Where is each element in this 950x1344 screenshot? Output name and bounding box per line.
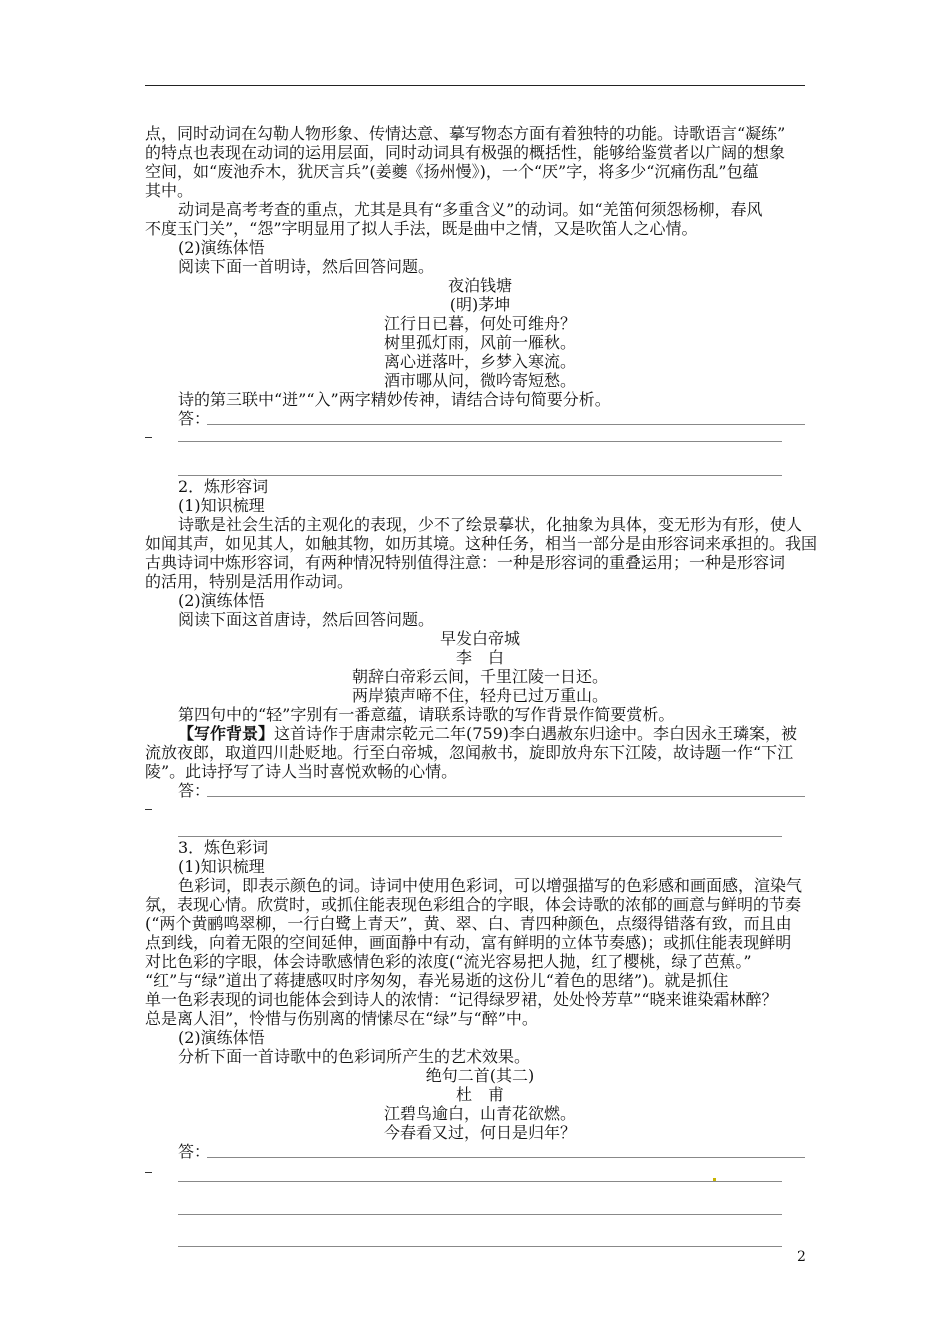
poem-author: (明)茅坤	[449, 295, 511, 314]
answer-line[interactable]	[178, 1246, 782, 1247]
background-paragraph	[178, 724, 848, 743]
question-text: 诗的第三联中“迸”“入”两字精妙传神，请结合诗句简要分析。	[178, 390, 611, 409]
body-text: 点到线，向着无限的空间延伸，画面静中有动，富有鲜明的立体节奏感)；或抓住能表现鲜明	[145, 933, 792, 952]
answer-line-end	[145, 437, 152, 438]
section-heading: 2．炼形容词	[178, 477, 269, 496]
body-text: 不度玉门关”，“怨”字明显用了拟人手法，既是曲中之情，又是吹笛人之心情。	[145, 219, 698, 238]
poem-line: 江行日已暮，何处可维舟？	[383, 314, 576, 333]
answer-label: 答：	[178, 409, 211, 428]
body-text: “红”与“绿”道出了蒋捷感叹时序匆匆，春光易逝的这份儿“着色的思绪”)。就是抓住	[145, 971, 729, 990]
answer-line[interactable]	[207, 1157, 805, 1158]
body-text: 古典诗词中炼形容词，有两种情况特别值得注意：一种是形容词的重叠运用；一种是形容词	[145, 553, 786, 572]
body-text: 的活用，特别是活用作动词。	[145, 572, 354, 591]
stray-mark	[713, 1178, 716, 1181]
answer-line[interactable]	[207, 796, 805, 797]
background-label: 【写作背景】	[178, 724, 275, 743]
poem-author: 李 白	[455, 648, 504, 667]
answer-line[interactable]	[178, 1181, 782, 1182]
body-text: 诗歌是社会生活的主观化的表现，少不了绘景摹状，化抽象为具体，变无形为有形，使人	[178, 515, 803, 534]
subheading: (1)知识梳理	[178, 857, 265, 876]
subheading: (2)演练体悟	[178, 1028, 265, 1047]
body-text: 的特点也表现在动词的运用层面，同时动词具有极强的概括性，能够给鉴赏者以广阔的想象	[145, 143, 786, 162]
body-text: 总是离人泪”，怜惜与伤别离的情愫尽在“绿”与“醉”中。	[145, 1009, 538, 1028]
subheading: (1)知识梳理	[178, 496, 265, 515]
body-text: 流放夜郎，取道四川赴贬地。行至白帝城，忽闻赦书，旋即放舟东下江陵，故诗题一作“下江	[145, 743, 794, 762]
answer-line[interactable]	[178, 475, 782, 476]
poem-line: 树里孤灯雨，风前一雁秋。	[383, 333, 576, 352]
instruction-text: 分析下面一首诗歌中的色彩词所产生的艺术效果。	[178, 1047, 531, 1066]
body-text: 其中。	[145, 181, 194, 200]
poem-author: 杜 甫	[455, 1085, 504, 1104]
poem-line: 两岸猿声啼不住，轻舟已过万重山。	[351, 686, 608, 705]
body-text: 陵”。此诗抒写了诗人当时喜悦欢畅的心情。	[145, 762, 458, 781]
body-text: (“两个黄鹂鸣翠柳，一行白鹭上青天”，黄、翠、白、青四种颜色，点缀得错落有致，而且由	[145, 914, 792, 933]
answer-line[interactable]	[178, 441, 782, 442]
poem-line: 今春看又过，何日是归年？	[383, 1123, 576, 1142]
subheading: (2)演练体悟	[178, 238, 265, 257]
answer-line[interactable]	[178, 1214, 782, 1215]
body-text: 色彩词，即表示颜色的词。诗词中使用色彩词，可以增强描写的色彩感和画面感，渲染气	[178, 876, 803, 895]
background-text: 这首诗作于唐肃宗乾元二年(759)李白遇赦东归途中。李白因永王璘案，被	[274, 724, 798, 743]
poem-title: 绝句二首(其二)	[425, 1066, 535, 1085]
body-text: 动词是高考考查的重点，尤其是具有“多重含义”的动词。如“羌笛何须怨杨柳，春风	[178, 200, 763, 219]
question-text: 第四句中的“轻”字别有一番意蕴，请联系诗歌的写作背景作简要赏析。	[178, 705, 675, 724]
poem-line: 江碧鸟逾白，山青花欲燃。	[383, 1104, 576, 1123]
answer-line[interactable]	[178, 836, 782, 837]
instruction-text: 阅读下面这首唐诗，然后回答问题。	[178, 610, 435, 629]
header-rule	[145, 85, 805, 86]
poem-line: 朝辞白帝彩云间，千里江陵一日还。	[351, 667, 608, 686]
answer-label: 答：	[178, 1142, 211, 1161]
body-text: 对比色彩的字眼，体会诗歌感情色彩的浓度(“流光容易把人抛，红了樱桃，绿了芭蕉。”	[145, 952, 752, 971]
subheading: (2)演练体悟	[178, 591, 265, 610]
answer-line[interactable]	[207, 424, 805, 425]
section-heading: 3．炼色彩词	[178, 838, 269, 857]
instruction-text: 阅读下面一首明诗，然后回答问题。	[178, 257, 435, 276]
body-text: 单一色彩表现的词也能体会到诗人的浓情：“记得绿罗裙，处处怜芳草”“晓来谁染霜林醉？	[145, 990, 778, 1009]
poem-line: 离心迸落叶，乡梦入寒流。	[383, 352, 576, 371]
body-text: 空间，如“废池乔木，犹厌言兵”(姜夔《扬州慢》)，一个“厌”字，将多少“沉痛伤乱”包蕴	[145, 162, 759, 181]
poem-title: 早发白帝城	[439, 629, 520, 648]
body-text: 氛，表现心情。欣赏时，或抓住能表现色彩组合的字眼，体会诗歌的浓郁的画意与鲜明的节奏	[145, 895, 802, 914]
answer-line-end	[145, 809, 152, 810]
body-text: 点，同时动词在勾勒人物形象、传情达意、摹写物态方面有着独特的功能。诗歌语言“凝练”	[145, 124, 786, 143]
answer-label: 答：	[178, 781, 211, 800]
poem-line: 酒市哪从问，微吟寄短愁。	[383, 371, 576, 390]
answer-line-end	[145, 1172, 152, 1173]
page-number: 2	[797, 1249, 806, 1265]
body-text: 如闻其声，如见其人，如触其物，如历其境。这种任务，相当一部分是由形容词来承担的。我国	[145, 534, 818, 553]
poem-title: 夜泊钱塘	[447, 276, 512, 295]
